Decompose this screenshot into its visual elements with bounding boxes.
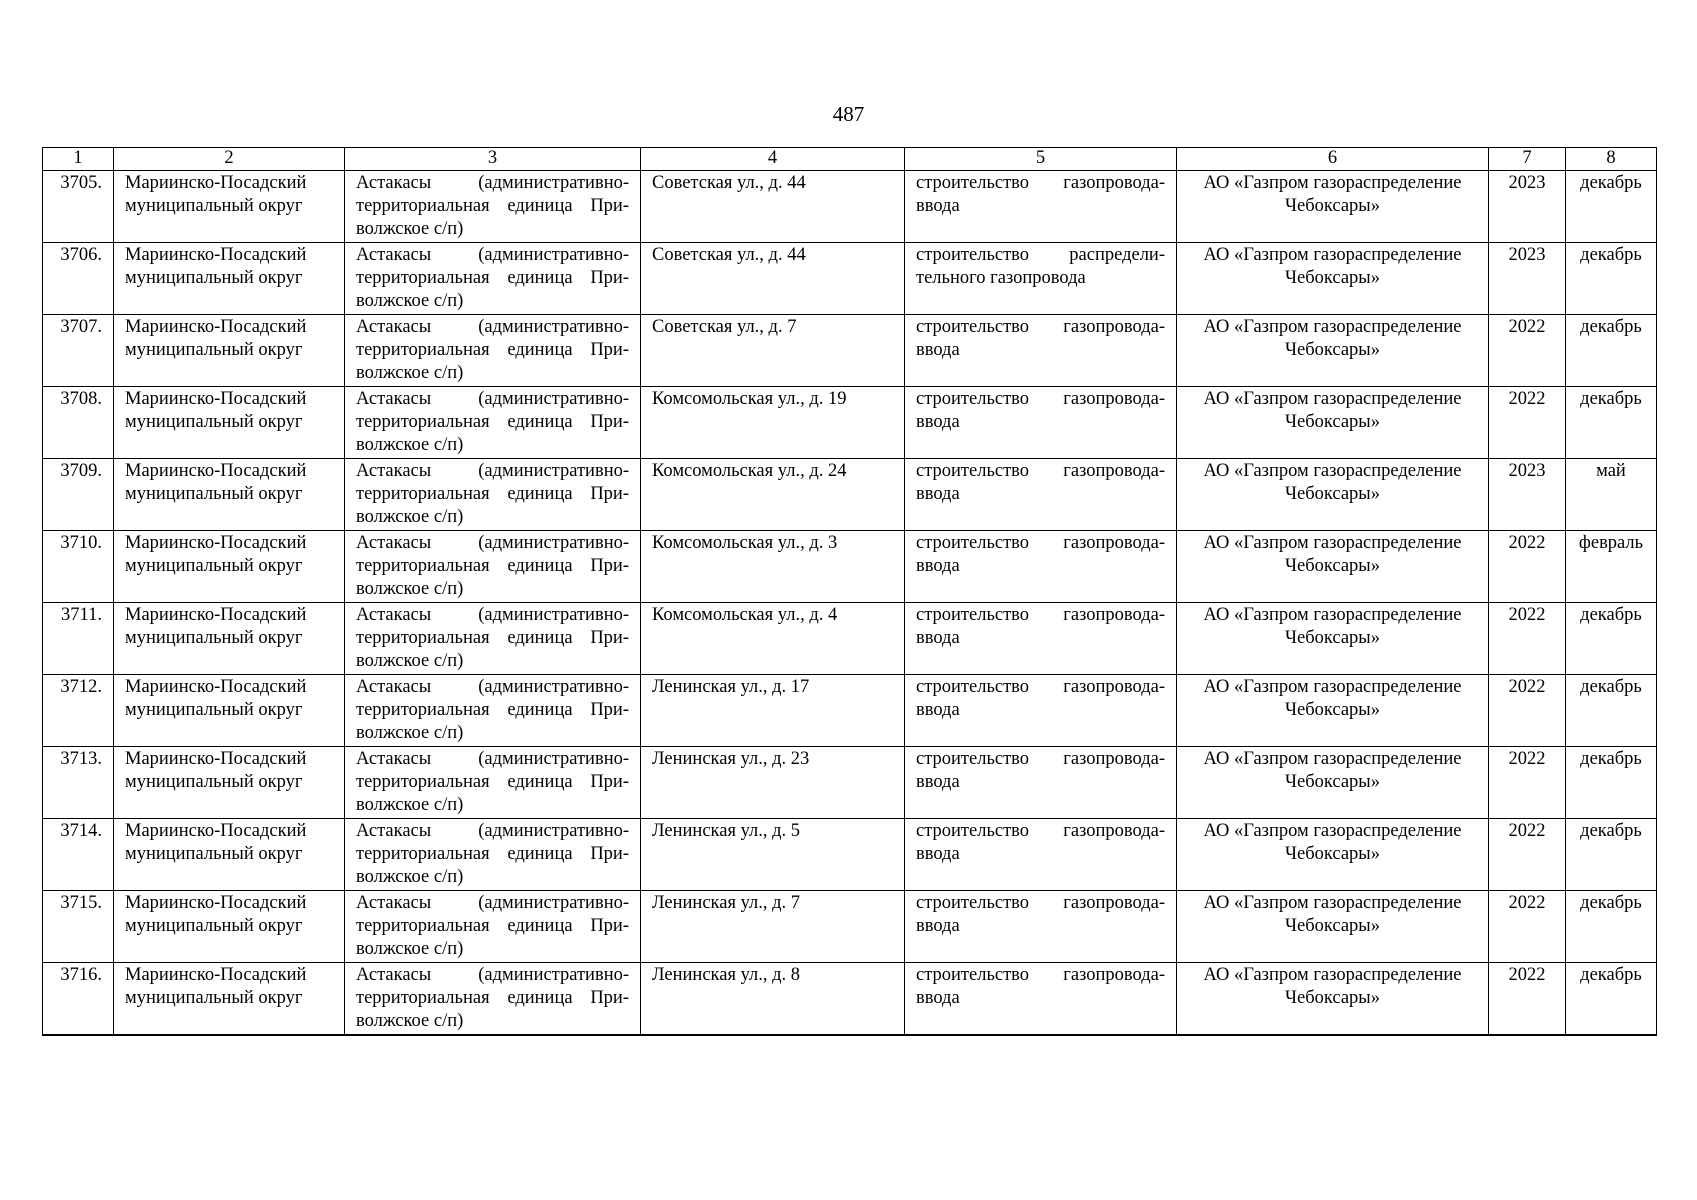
month-cell: декабрь [1566,243,1657,315]
settlement-cell: Астакасы (административно-территориальная единица При-волжское с/п) [345,531,641,603]
organization-cell: АО «Газпром газораспределение Чебоксары» [1177,819,1489,891]
work-type-cell: строительство газопровода-ввода [905,747,1177,819]
settlement-cell: Астакасы (административно-территориальная единица При-волжское с/п) [345,747,641,819]
month-cell: декабрь [1566,603,1657,675]
settlement-cell: Астакасы (административно-территориальная единица При-волжское с/п) [345,891,641,963]
table-row [43,459,1657,531]
gasification-table [42,147,1657,1036]
organization-cell: АО «Газпром газораспределение Чебоксары» [1177,603,1489,675]
address-cell: Советская ул., д. 44 [641,171,905,243]
row-number: 3712. [43,675,114,747]
work-type-cell: строительство газопровода-ввода [905,459,1177,531]
row-number: 3709. [43,459,114,531]
column-header: 5 [905,148,1177,171]
table-row [43,675,1657,747]
settlement-cell: Астакасы (административно-территориальная единица При-волжское с/п) [345,243,641,315]
year-cell: 2023 [1489,243,1566,315]
organization-cell: АО «Газпром газораспределение Чебоксары» [1177,675,1489,747]
address-cell: Советская ул., д. 44 [641,243,905,315]
settlement-cell: Астакасы (административно-территориальная единица При-волжское с/п) [345,819,641,891]
address-cell: Комсомольская ул., д. 4 [641,603,905,675]
row-number: 3708. [43,387,114,459]
year-cell: 2022 [1489,891,1566,963]
row-number: 3710. [43,531,114,603]
district-cell: Мариинско-Посадский муниципальный округ [114,387,345,459]
district-cell: Мариинско-Посадский муниципальный округ [114,819,345,891]
page-number: 487 [832,102,865,126]
month-cell: декабрь [1566,315,1657,387]
work-type-cell: строительство газопровода-ввода [905,603,1177,675]
year-cell: 2023 [1489,171,1566,243]
row-number: 3705. [43,171,114,243]
organization-cell: АО «Газпром газораспределение Чебоксары» [1177,171,1489,243]
row-number: 3706. [43,243,114,315]
district-cell: Мариинско-Посадский муниципальный округ [114,171,345,243]
row-number: 3713. [43,747,114,819]
settlement-cell: Астакасы (административно-территориальная единица При-волжское с/п) [345,459,641,531]
column-header: 3 [345,148,641,171]
work-type-cell: строительство распредели-тельного газопровода [905,243,1177,315]
month-cell: декабрь [1566,963,1657,1036]
month-cell: декабрь [1566,747,1657,819]
district-cell: Мариинско-Посадский муниципальный округ [114,459,345,531]
year-cell: 2022 [1489,747,1566,819]
column-header: 4 [641,148,905,171]
table-row [43,315,1657,387]
column-header: 7 [1489,148,1566,171]
district-cell: Мариинско-Посадский муниципальный округ [114,891,345,963]
table-row [43,747,1657,819]
settlement-cell: Астакасы (административно-территориальная единица При-волжское с/п) [345,171,641,243]
district-cell: Мариинско-Посадский муниципальный округ [114,603,345,675]
address-cell: Комсомольская ул., д. 24 [641,459,905,531]
address-cell: Ленинская ул., д. 23 [641,747,905,819]
organization-cell: АО «Газпром газораспределение Чебоксары» [1177,747,1489,819]
table-row [43,531,1657,603]
row-number: 3714. [43,819,114,891]
month-cell: май [1566,459,1657,531]
organization-cell: АО «Газпром газораспределение Чебоксары» [1177,891,1489,963]
district-cell: Мариинско-Посадский муниципальный округ [114,315,345,387]
row-number: 3707. [43,315,114,387]
settlement-cell: Астакасы (административно-территориальная единица При-волжское с/п) [345,387,641,459]
month-cell: декабрь [1566,675,1657,747]
table-row [43,171,1657,243]
column-header: 1 [43,148,114,171]
settlement-cell: Астакасы (административно-территориальная единица При-волжское с/п) [345,675,641,747]
work-type-cell: строительство газопровода-ввода [905,315,1177,387]
organization-cell: АО «Газпром газораспределение Чебоксары» [1177,243,1489,315]
table-body [43,171,1657,1036]
table-row [43,963,1657,1036]
table-row [43,819,1657,891]
column-number-row [43,148,1657,171]
address-cell: Советская ул., д. 7 [641,315,905,387]
month-cell: февраль [1566,531,1657,603]
district-cell: Мариинско-Посадский муниципальный округ [114,243,345,315]
table-row [43,891,1657,963]
settlement-cell: Астакасы (административно-территориальная единица При-волжское с/п) [345,603,641,675]
district-cell: Мариинско-Посадский муниципальный округ [114,675,345,747]
organization-cell: АО «Газпром газораспределение Чебоксары» [1177,963,1489,1036]
address-cell: Комсомольская ул., д. 3 [641,531,905,603]
column-header: 2 [114,148,345,171]
district-cell: Мариинско-Посадский муниципальный округ [114,963,345,1036]
work-type-cell: строительство газопровода-ввода [905,891,1177,963]
table-row [43,603,1657,675]
month-cell: декабрь [1566,387,1657,459]
work-type-cell: строительство газопровода-ввода [905,387,1177,459]
settlement-cell: Астакасы (административно-территориальная единица При-волжское с/п) [345,963,641,1036]
year-cell: 2022 [1489,675,1566,747]
address-cell: Ленинская ул., д. 7 [641,891,905,963]
organization-cell: АО «Газпром газораспределение Чебоксары» [1177,459,1489,531]
column-header: 6 [1177,148,1489,171]
settlement-cell: Астакасы (административно-территориальная единица При-волжское с/п) [345,315,641,387]
year-cell: 2022 [1489,387,1566,459]
work-type-cell: строительство газопровода-ввода [905,819,1177,891]
row-number: 3716. [43,963,114,1036]
address-cell: Ленинская ул., д. 8 [641,963,905,1036]
row-number: 3711. [43,603,114,675]
district-cell: Мариинско-Посадский муниципальный округ [114,747,345,819]
table-row [43,243,1657,315]
work-type-cell: строительство газопровода-ввода [905,531,1177,603]
year-cell: 2022 [1489,819,1566,891]
year-cell: 2023 [1489,459,1566,531]
year-cell: 2022 [1489,531,1566,603]
district-cell: Мариинско-Посадский муниципальный округ [114,531,345,603]
address-cell: Комсомольская ул., д. 19 [641,387,905,459]
year-cell: 2022 [1489,963,1566,1036]
year-cell: 2022 [1489,315,1566,387]
address-cell: Ленинская ул., д. 5 [641,819,905,891]
organization-cell: АО «Газпром газораспределение Чебоксары» [1177,531,1489,603]
table-row [43,387,1657,459]
address-cell: Ленинская ул., д. 17 [641,675,905,747]
month-cell: декабрь [1566,171,1657,243]
work-type-cell: строительство газопровода-ввода [905,963,1177,1036]
month-cell: декабрь [1566,819,1657,891]
work-type-cell: строительство газопровода-ввода [905,171,1177,243]
row-number: 3715. [43,891,114,963]
column-header: 8 [1566,148,1657,171]
year-cell: 2022 [1489,603,1566,675]
work-type-cell: строительство газопровода-ввода [905,675,1177,747]
organization-cell: АО «Газпром газораспределение Чебоксары» [1177,387,1489,459]
organization-cell: АО «Газпром газораспределение Чебоксары» [1177,315,1489,387]
month-cell: декабрь [1566,891,1657,963]
